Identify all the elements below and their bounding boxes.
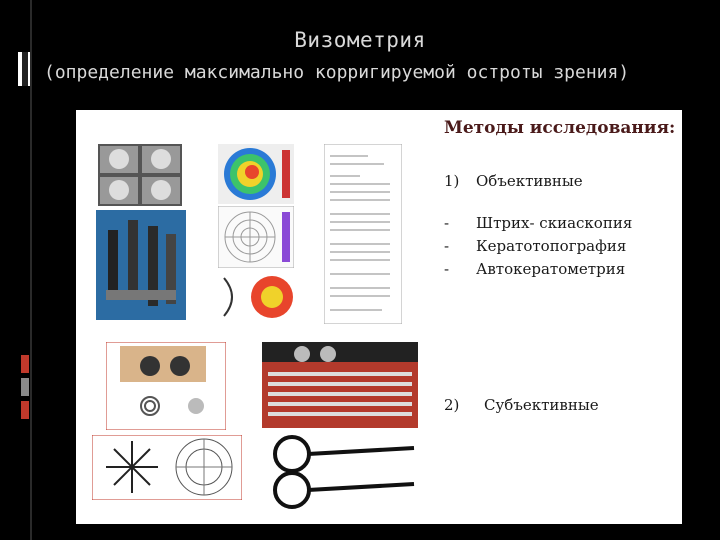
keratotopography-map	[218, 144, 294, 204]
left-accent-gray	[21, 378, 29, 396]
objective-item-bullet: -	[444, 237, 450, 255]
astigmatic-fan-chart	[92, 435, 242, 500]
slide-title: Визометрия	[294, 28, 426, 52]
objective-number: 1)	[444, 172, 460, 190]
left-accent-red-1	[21, 355, 29, 373]
subjective-number: 2)	[444, 396, 460, 414]
skiascopy-photo	[98, 144, 182, 206]
child-trial-frame-photo	[106, 342, 226, 430]
left-accent-red-2	[21, 401, 29, 419]
occluder-paddles-photo	[264, 432, 420, 514]
objective-item-autokeratometry: Автокератометрия	[476, 260, 626, 278]
trial-lens-set-photo	[262, 342, 418, 428]
cornea-profile-map	[218, 272, 294, 322]
objective-item-bullet: -	[444, 260, 450, 278]
topography-grid	[218, 206, 294, 268]
methods-title: Методы исследования:	[444, 118, 676, 138]
retinoscope-photo	[96, 210, 186, 320]
objective-item-skiascopy: Штрих- скиаскопия	[476, 214, 633, 232]
autokeratometer-printout	[324, 144, 402, 324]
objective-item-keratotopography: Кератотопография	[476, 237, 627, 255]
slide-subtitle: (определение максимально корригируемой остроты зрения)	[44, 62, 630, 83]
objective-item-bullet: -	[444, 214, 450, 232]
objective-label: Объективные	[476, 172, 583, 190]
slide-figure	[76, 110, 682, 524]
subjective-label: Субъективные	[484, 396, 599, 414]
